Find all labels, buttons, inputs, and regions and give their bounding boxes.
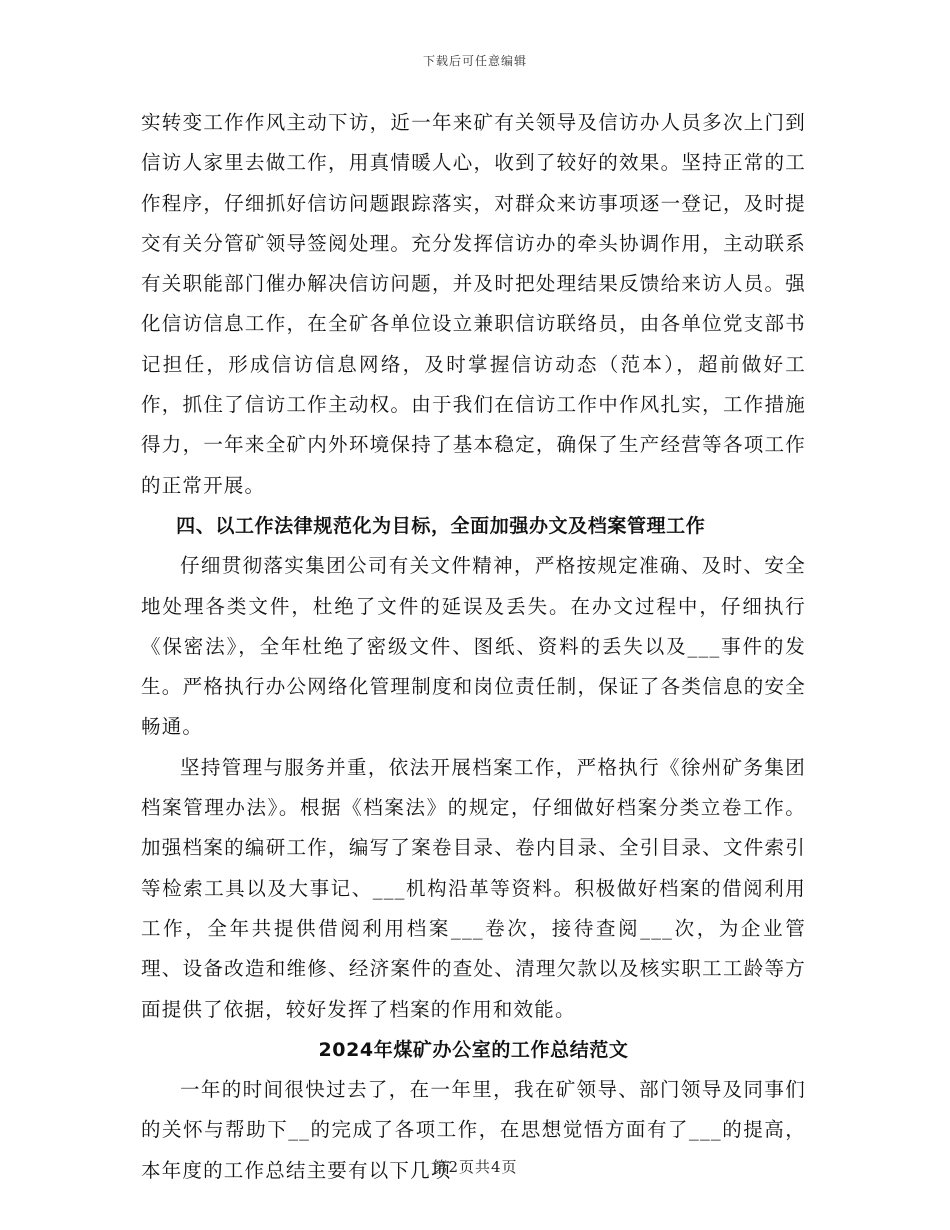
paragraph-letters-visits: 实转变工作作风主动下访，近一年来矿有关领导及信访办人员多次上门到信访人家里去做工作，用真情暖人心，收到了较好的效果。坚持正常的工作程序，仔细抓好信访问题跟踪落实，对群众来访事项逐一登记，及时提交有关分管矿领导签阅处理。充分发挥信访办的牵头协调作用，主动联系有关职能部门催办解决信访问题，并及时把处理结果反馈给来访人员。强化信访信息工作，在全矿各单位设立兼职信访联络员，由各单位党支部书记担任，形成信访信息网络，及时掌握信访动态（范本），超前做好工作，抓住了信访工作主动权。由于我们在信访工作中作风扎实，工作措施得力，一年来全矿内外环境保持了基本稳定，确保了生产经营等各项工作的正常开展。: [141, 111, 806, 497]
document-body: [141, 103, 806, 1191]
document-title: 2024年煤矿办公室的工作总结范文: [318, 1038, 629, 1061]
section-heading-4: 四、以工作法律规范化为目标，全面加强办文及档案管理工作: [176, 514, 706, 537]
paragraph-document-handling: 仔细贯彻落实集团公司有关文件精神，严格按规定准确、及时、安全地处理各类文件，杜绝了文件的延误及丢失。在办文过程中，仔细执行《保密法》，全年杜绝了密级文件、图纸、资料的丢失以及___事件的发生。严格执行办公网络化管理制度和岗位责任制，保证了各类信息的安全畅通。: [141, 554, 806, 739]
page-number: 第2页共4页: [432, 1158, 518, 1176]
page-header: 下载后可任意编辑: [422, 54, 527, 68]
paragraph-archive-management: 坚持管理与服务并重，依法开展档案工作，严格执行《徐州矿务集团档案管理办法》。根据《档案法》的规定，仔细做好档案分类立卷工作。加强档案的编研工作，编写了案卷目录、卷内目录、全引目录、文件索引等检索工具以及大事记、___机构沿革等资料。积极做好档案的借阅利用工作，全年共提供借阅利用档案___卷次，接待查阅___次，为企业管理、设备改造和维修、经济案件的查处、清理欠款以及核实职工工龄等方面提供了依据，较好发挥了档案的作用和效能。: [141, 755, 806, 1021]
paragraph-summary-intro: 一年的时间很快过去了，在一年里，我在矿领导、部门领导及同事们的关怀与帮助下__的完成了各项工作，在思想觉悟方面有了___的提高，本年度的工作总结主要有以下几项: [141, 1078, 806, 1182]
